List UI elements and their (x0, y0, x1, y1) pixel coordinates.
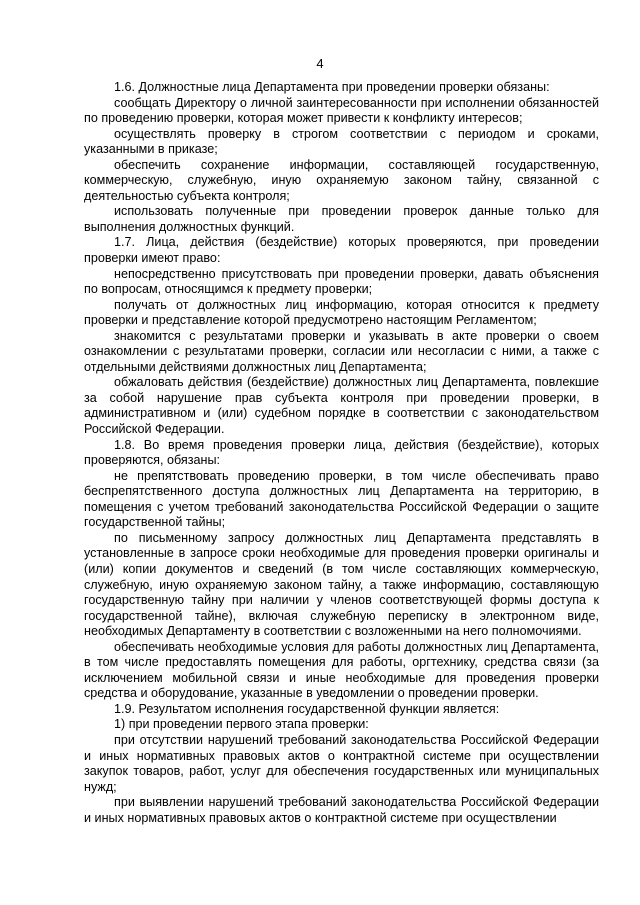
paragraph-no-violations: при отсутствии нарушений требований законодательства Российской Федерации и иных нормативных правовых актов о контрактной системе при осуществлении закупок товаров, работ, услуг для обеспечения государственных или муниципальных нужд; (84, 732, 599, 794)
paragraph-provide-conditions: обеспечивать необходимые условия для работы должностных лиц Департамента, в том числе предоставлять помещения для работы, оргтехнику, средства связи (за исключением мобильной связи и иные необходимые для проведения проверки средства и оборудование, указанные в уведомлении о проведении проверки. (84, 639, 599, 701)
paragraph-use-data: использовать полученные при проведении проверок данные только для выполнения должностных функций. (84, 204, 599, 234)
paragraph-check-period: осуществлять проверку в строгом соответствии с периодом и сроками, указанными в приказе; (84, 126, 599, 157)
paragraph-no-obstruction: не препятствовать проведению проверки, в том числе обеспечивать право беспрепятственного доступа должностных лиц Департамента на территорию, в помещения с учетом требований законодательства Российской Федерации о защите государственной тайны; (84, 468, 599, 530)
paragraph-first-stage: 1) при проведении первого этапа проверки: (114, 717, 369, 732)
page-number: 4 (316, 56, 324, 71)
paragraph-appeal: обжаловать действия (бездействие) должностных лиц Департамента, повлекшие за собой нарушение прав субъекта контроля при проведении проверки, в административном и (или) судебном порядке в соответствии с законодательством Российской Федерации. (84, 375, 599, 437)
paragraph-violations-found: при выявлении нарушений требований законодательства Российской Федерации и иных нормативных правовых актов о контрактной системе при осуществлении (84, 795, 599, 825)
paragraph-1-7: 1.7. Лица, действия (бездействие) которых проверяются, при проведении проверки имеют право: (84, 235, 599, 266)
paragraph-get-info: получать от должностных лиц информацию, которая относится к предмету проверки и представление которой предусмотрено настоящим Регламентом; (84, 297, 599, 328)
paragraph-report-conflict: сообщать Директору о личной заинтересованности при исполнении обязанностей по проведению проверки, которая может привести к конфликту интересов; (84, 95, 599, 126)
paragraph-1-6: 1.6. Должностные лица Департамента при проведении проверки обязаны: (114, 80, 550, 94)
paragraph-1-8: 1.8. Во время проведения проверки лица, действия (бездействие), которых проверяются, обязаны: (84, 437, 599, 468)
paragraph-secrecy: обеспечить сохранение информации, составляющей государственную, коммерческую, служебную, иную охраняемую законом тайну, связанной с деятельностью субъекта контроля; (84, 157, 599, 203)
document-body (84, 80, 599, 826)
paragraph-provide-documents: по письменному запросу должностных лиц Департамента представлять в установленные в запросе сроки необходимые для проведения проверки оригиналы и (или) копии документов и сведений (в том числе составляющих коммерческую, служебную, иную охраняемую законом тайну, а также информацию, составляющую государственную тайну при наличии у членов соответствующей формы доступа к государственной тайне), включая служебную переписку в электронном виде, необходимых Департаменту в соответствии с возложенными на него полномочиями. (84, 530, 599, 639)
paragraph-attend: непосредственно присутствовать при проведении проверки, давать объяснения по вопросам, относящимся к предмету проверки; (84, 266, 599, 297)
paragraph-1-9: 1.9. Результатом исполнения государственной функции является: (114, 701, 500, 716)
paragraph-review-results: знакомится с результатами проверки и указывать в акте проверки о своем ознакомлении с результатами проверки, согласии или несогласии с ними, а также с отдельными действиями должностных лиц Департамента; (84, 328, 599, 374)
